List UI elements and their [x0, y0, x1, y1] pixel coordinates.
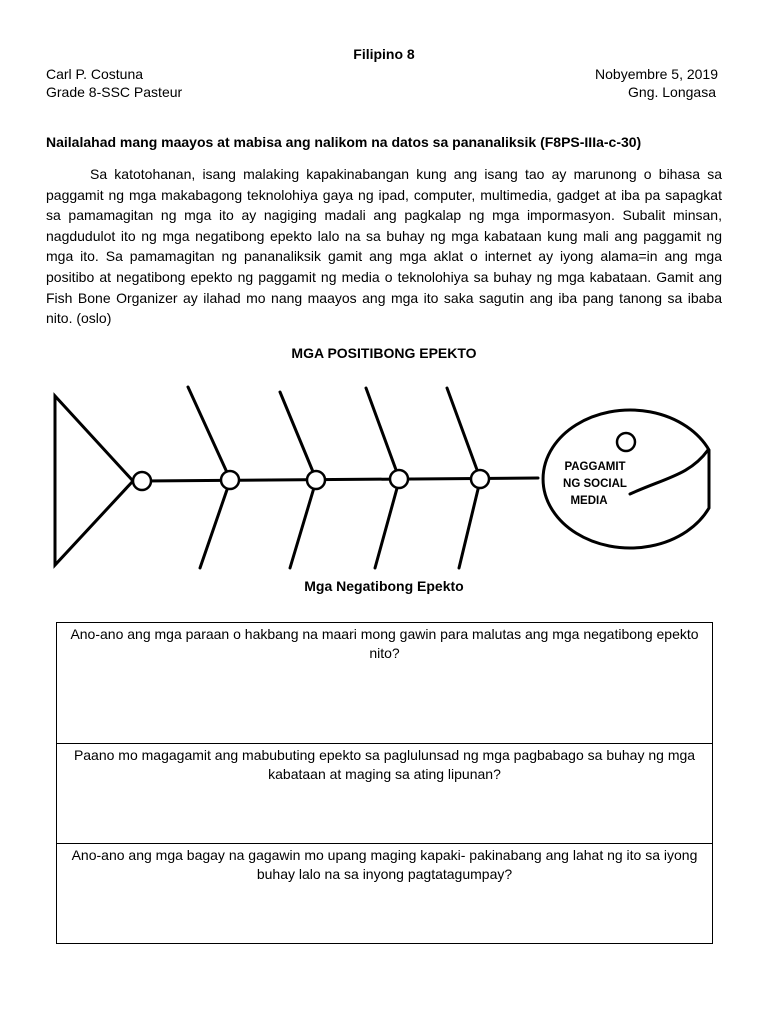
- fish-tail: [55, 396, 133, 565]
- positive-effects-title: MGA POSITIBONG EPEKTO: [291, 345, 477, 361]
- fishbone-organizer: [0, 370, 768, 580]
- questions-table: [56, 622, 713, 944]
- lower-bone: [459, 481, 480, 568]
- student-name: Carl P. Costuna: [46, 66, 144, 82]
- joint: [133, 472, 151, 490]
- fish-head-line2: NG SOCIAL: [563, 478, 627, 490]
- question-cell-2[interactable]: Paano mo magagamit ang mabubuting epekto sa paglulunsad ng mga pagbabago sa buhay ng mga kabataan at maging sa ating lipunan?: [57, 744, 713, 844]
- learning-objective: Nailalahad mang maayos at mabisa ang nalikom na datos sa pananaliksik (F8PS-IIIa-c-30): [46, 134, 642, 150]
- subject-title: Filipino 8: [353, 46, 415, 62]
- fish-eye: [617, 433, 635, 451]
- upper-bone: [188, 387, 230, 479]
- section: Grade 8-SSC Pasteur: [46, 84, 183, 100]
- fish-mouth: [630, 450, 708, 494]
- joint: [471, 470, 489, 488]
- upper-bone: [447, 388, 480, 478]
- question-cell-3[interactable]: Ano-ano ang mga bagay na gagawin mo upang maging kapaki- pakinabang ang lahat ng ito sa iyong buhay lalo na sa inyong pagtatagumpay?: [57, 844, 713, 944]
- table-row: [57, 623, 713, 744]
- joint: [221, 471, 239, 489]
- negative-effects-title: Mga Negatibong Epekto: [304, 578, 464, 594]
- lower-bone: [375, 481, 399, 568]
- table-row: [57, 844, 713, 944]
- upper-bone: [280, 392, 316, 479]
- date: Nobyembre 5, 2019: [595, 66, 718, 82]
- upper-bone: [366, 388, 399, 478]
- joint: [390, 470, 408, 488]
- question-cell-1[interactable]: Ano-ano ang mga paraan o hakbang na maari mong gawin para malutas ang mga negatibong epekto nito?: [57, 623, 713, 744]
- fish-head-line3: MEDIA: [570, 495, 608, 507]
- joint: [307, 471, 325, 489]
- lower-bone: [290, 481, 316, 568]
- fish-head-line1: PAGGAMIT: [564, 461, 626, 473]
- instructions-paragraph: Sa katotohanan, isang malaking kapakinabangan kung ang isang tao ay marunong o bihasa sa paggamit ng mga makabagong teknolohiya gaya ng ipad, computer, multimedia, gadget at iba pa sapagkat sa pamamagitan ng mga ito ay nagiging madali ang pagkalap ng mga impormasyon. Subalit minsan, nagdudulot ito ng mga negatibong epekto lalo na sa buhay ng mga kabataan kung mali ang paggamit ng mga ito. Sa pamamagitan ng pananaliksik gamit ang mga aklat o internet ay iyong alama=in ang mga positibo at negatibong epekto ng paggamit ng media o teknolohiya sa buhay ng mga kabataan. Gamit ang Fish Bone Organizer ay ilahad mo nang maayos ang mga ito saka sagutin ang iba pang tanong sa ibaba nito. (oslo): [46, 166, 722, 327]
- lower-bone: [200, 481, 230, 568]
- table-row: [57, 744, 713, 844]
- teacher: Gng. Longasa: [628, 84, 716, 100]
